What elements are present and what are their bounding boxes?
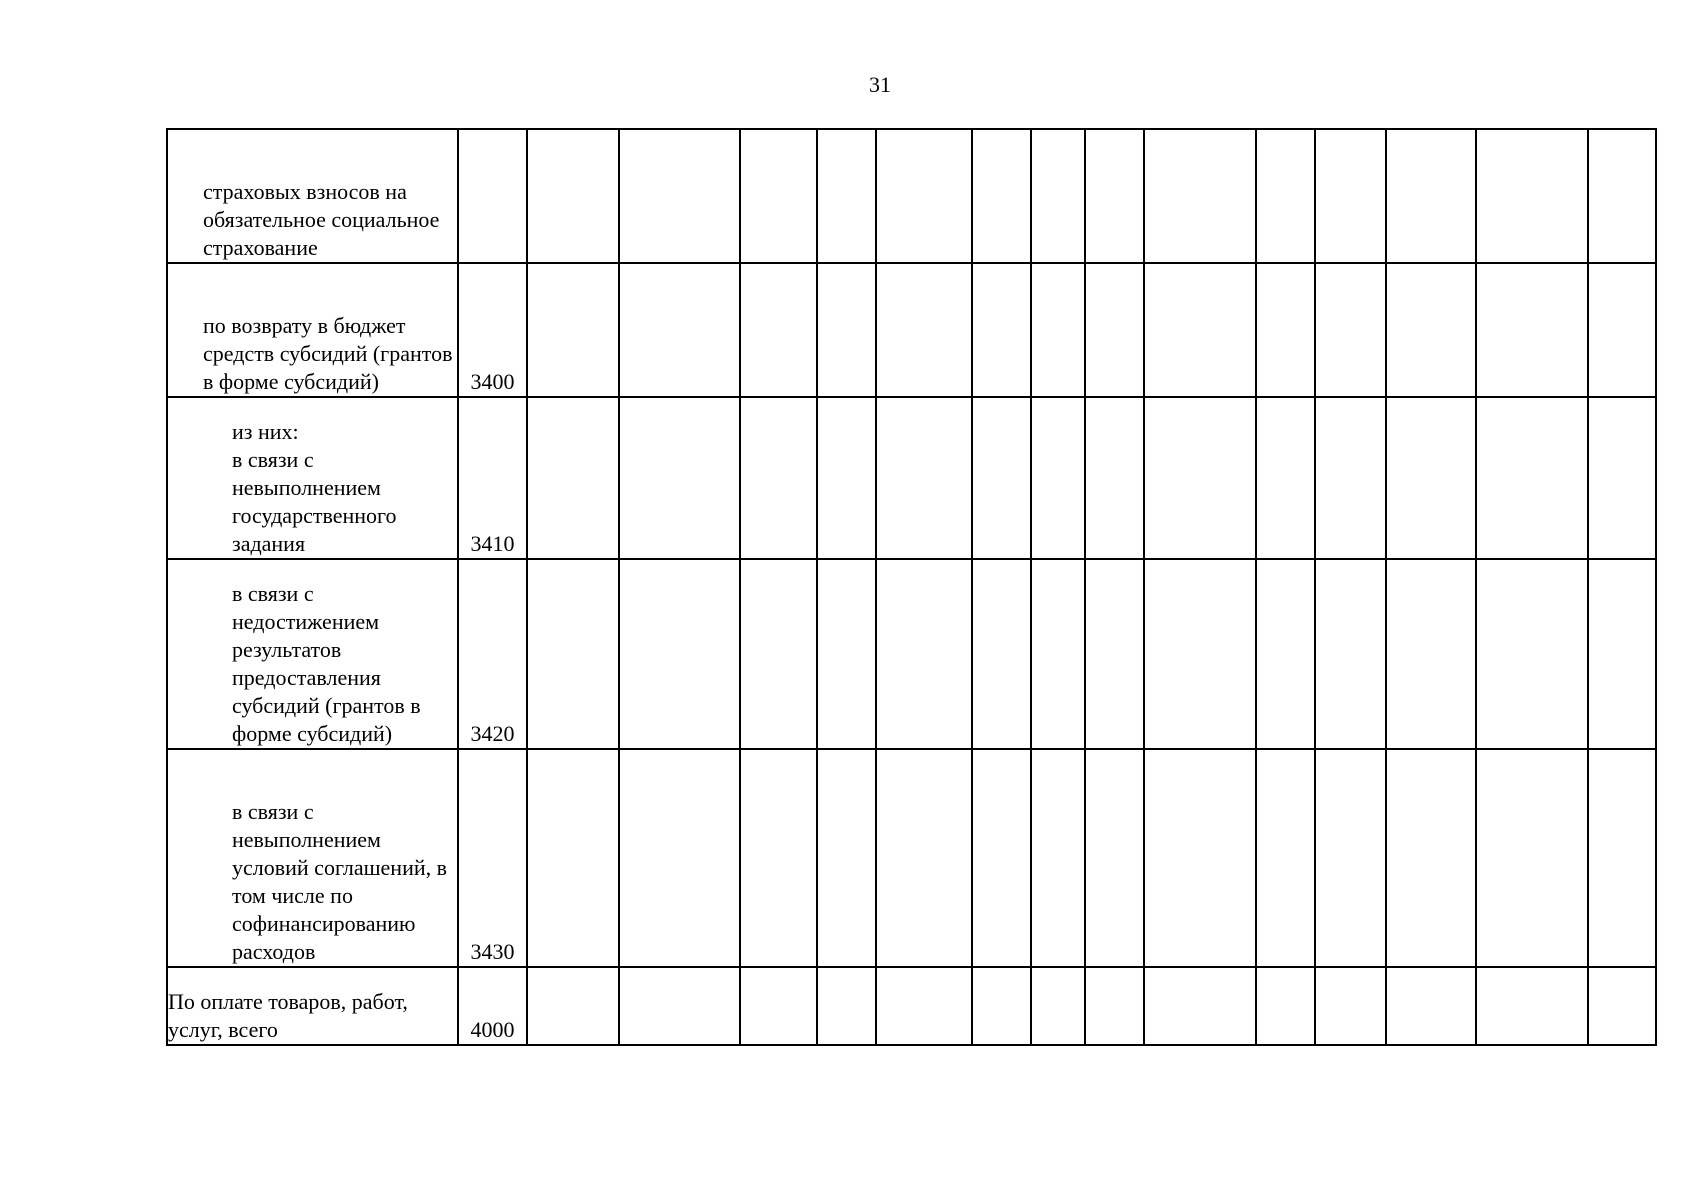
- value-cell: [817, 129, 876, 263]
- value-cell: [619, 129, 740, 263]
- value-cell: [1031, 129, 1085, 263]
- value-cell: [1085, 263, 1144, 397]
- value-cell: [1085, 129, 1144, 263]
- value-cell: [1476, 263, 1588, 397]
- value-cell: [876, 397, 972, 559]
- value-cell: [972, 749, 1031, 967]
- value-cell: [817, 397, 876, 559]
- value-cell: [1144, 129, 1256, 263]
- table-row: [167, 559, 1656, 749]
- value-cell: [1256, 397, 1315, 559]
- value-cell: [527, 749, 619, 967]
- row-label-text: страховых взносов на обязательное социальное страхование: [203, 179, 440, 260]
- report-table: [166, 128, 1657, 1046]
- value-cell: [817, 967, 876, 1045]
- value-cell: [619, 263, 740, 397]
- value-cell: [1085, 559, 1144, 749]
- table-row: [167, 967, 1656, 1045]
- value-cell: [1031, 967, 1085, 1045]
- value-cell: [1588, 397, 1656, 559]
- row-label-text: в связи с недостижением результатов предоставления субсидий (грантов в форме субсидий): [232, 581, 421, 746]
- value-cell: [972, 397, 1031, 559]
- value-cell: [972, 967, 1031, 1045]
- value-cell: [817, 749, 876, 967]
- value-cell: [740, 749, 817, 967]
- value-cell: [740, 967, 817, 1045]
- row-label: [167, 749, 458, 967]
- value-cell: [972, 263, 1031, 397]
- row-label: [167, 263, 458, 397]
- table-row: [167, 263, 1656, 397]
- value-cell: [1315, 263, 1386, 397]
- value-cell: [1315, 129, 1386, 263]
- value-cell: [619, 967, 740, 1045]
- value-cell: [876, 559, 972, 749]
- value-cell: [1256, 559, 1315, 749]
- value-cell: [740, 559, 817, 749]
- value-cell: [1588, 967, 1656, 1045]
- value-cell: [1386, 263, 1476, 397]
- value-cell: [1031, 263, 1085, 397]
- value-cell: [817, 559, 876, 749]
- row-code: 3430: [458, 749, 527, 967]
- value-cell: [1256, 263, 1315, 397]
- value-cell: [876, 749, 972, 967]
- row-label-text: по возврату в бюджет средств субсидий (грантов в форме субсидий): [203, 313, 453, 394]
- value-cell: [1476, 559, 1588, 749]
- value-cell: [817, 263, 876, 397]
- value-cell: [876, 129, 972, 263]
- row-code: 3420: [458, 559, 527, 749]
- value-cell: [972, 129, 1031, 263]
- value-cell: [527, 129, 619, 263]
- row-code: 3410: [458, 397, 527, 559]
- row-code: 4000: [458, 967, 527, 1045]
- value-cell: [1144, 967, 1256, 1045]
- value-cell: [1476, 397, 1588, 559]
- value-cell: [740, 263, 817, 397]
- value-cell: [1476, 749, 1588, 967]
- row-label: [167, 129, 458, 263]
- value-cell: [1315, 967, 1386, 1045]
- value-cell: [1144, 397, 1256, 559]
- value-cell: [1085, 967, 1144, 1045]
- value-cell: [1031, 749, 1085, 967]
- value-cell: [1144, 263, 1256, 397]
- table-row: [167, 397, 1656, 559]
- value-cell: [1256, 967, 1315, 1045]
- value-cell: [619, 749, 740, 967]
- value-cell: [1144, 559, 1256, 749]
- value-cell: [1588, 559, 1656, 749]
- page-number: 31: [869, 72, 891, 97]
- row-label: [167, 559, 458, 749]
- value-cell: [1386, 559, 1476, 749]
- value-cell: [527, 559, 619, 749]
- value-cell: [1144, 749, 1256, 967]
- value-cell: [1476, 129, 1588, 263]
- value-cell: [1085, 397, 1144, 559]
- value-cell: [1085, 749, 1144, 967]
- row-label-text: из них: в связи с невыполнением государственного задания: [232, 419, 397, 556]
- value-cell: [876, 967, 972, 1045]
- value-cell: [1256, 129, 1315, 263]
- value-cell: [876, 263, 972, 397]
- value-cell: [527, 967, 619, 1045]
- value-cell: [619, 397, 740, 559]
- value-cell: [1315, 397, 1386, 559]
- row-label: [167, 397, 458, 559]
- row-code: 3400: [458, 263, 527, 397]
- value-cell: [1031, 397, 1085, 559]
- value-cell: [740, 129, 817, 263]
- value-cell: [527, 397, 619, 559]
- row-label-text: По оплате товаров, работ, услуг, всего: [168, 989, 408, 1042]
- value-cell: [1386, 749, 1476, 967]
- value-cell: [1315, 559, 1386, 749]
- value-cell: [1386, 129, 1476, 263]
- value-cell: [1315, 749, 1386, 967]
- value-cell: [1386, 397, 1476, 559]
- table-row: [167, 749, 1656, 967]
- row-label-text: в связи с невыполнением условий соглашений, в том числе по софинансированию расходов: [232, 799, 448, 964]
- value-cell: [1476, 967, 1588, 1045]
- value-cell: [1588, 129, 1656, 263]
- value-cell: [527, 263, 619, 397]
- table-row: [167, 129, 1656, 263]
- value-cell: [1386, 967, 1476, 1045]
- row-code: [458, 129, 527, 263]
- value-cell: [1256, 749, 1315, 967]
- value-cell: [1588, 263, 1656, 397]
- value-cell: [1031, 559, 1085, 749]
- value-cell: [740, 397, 817, 559]
- value-cell: [1588, 749, 1656, 967]
- value-cell: [619, 559, 740, 749]
- row-label: [167, 967, 458, 1045]
- value-cell: [972, 559, 1031, 749]
